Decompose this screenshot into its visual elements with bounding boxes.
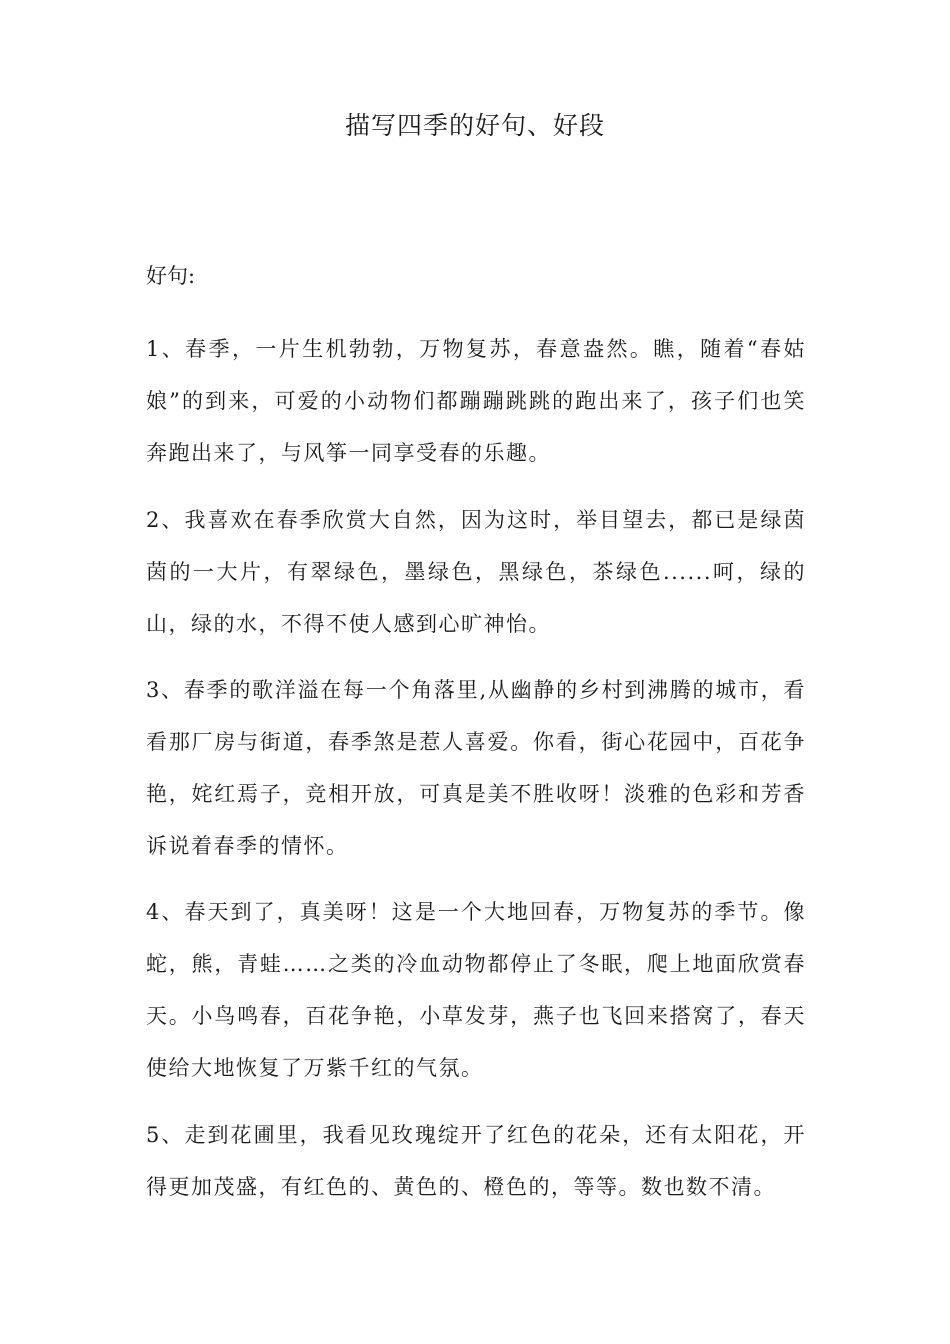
paragraph-2: 2、我喜欢在春季欣赏大自然，因为这时，举目望去，都已是绿茵茵的一大片，有翠绿色，墨绿色，黑绿色，茶绿色......呵，绿的山，绿的水，不得不使人感到心旷神怡。 [146,508,806,636]
paragraph-4: 4、春天到了，真美呀！这是一个大地回春，万物复苏的季节。像蛇，熊，青蛙……之类的冷血动物都停止了冬眠，爬上地面欣赏春天。小鸟鸣春，百花争艳，小草发芽，燕子也飞回来搭窝了，春天使给大地恢复了万紫千红的气氛。 [146,900,806,1080]
paragraph-3: 3、春季的歌洋溢在每一个角落里,从幽静的乡村到沸腾的城市，看看那厂房与街道，春季煞是惹人喜爱。你看，街心花园中，百花争艳，姹红焉子，竞相开放，可真是美不胜收呀！淡雅的色彩和芳香诉说着春季的情怀。 [146,678,806,858]
document-title: 描写四季的好句、好段 [344,111,605,140]
section-label: 好句: [146,264,196,288]
paragraph-1: 1、春季，一片生机勃勃，万物复苏，春意盎然。瞧，随着“春姑娘”的到来，可爱的小动物们都蹦蹦跳跳的跑出来了，孩子们也笑奔跑出来了，与风筝一同享受春的乐趣。 [146,337,806,465]
paragraph-5: 5、走到花圃里，我看见玫瑰绽开了红色的花朵，还有太阳花，开得更加茂盛，有红色的、黄色的、橙色的，等等。数也数不清。 [146,1123,806,1199]
